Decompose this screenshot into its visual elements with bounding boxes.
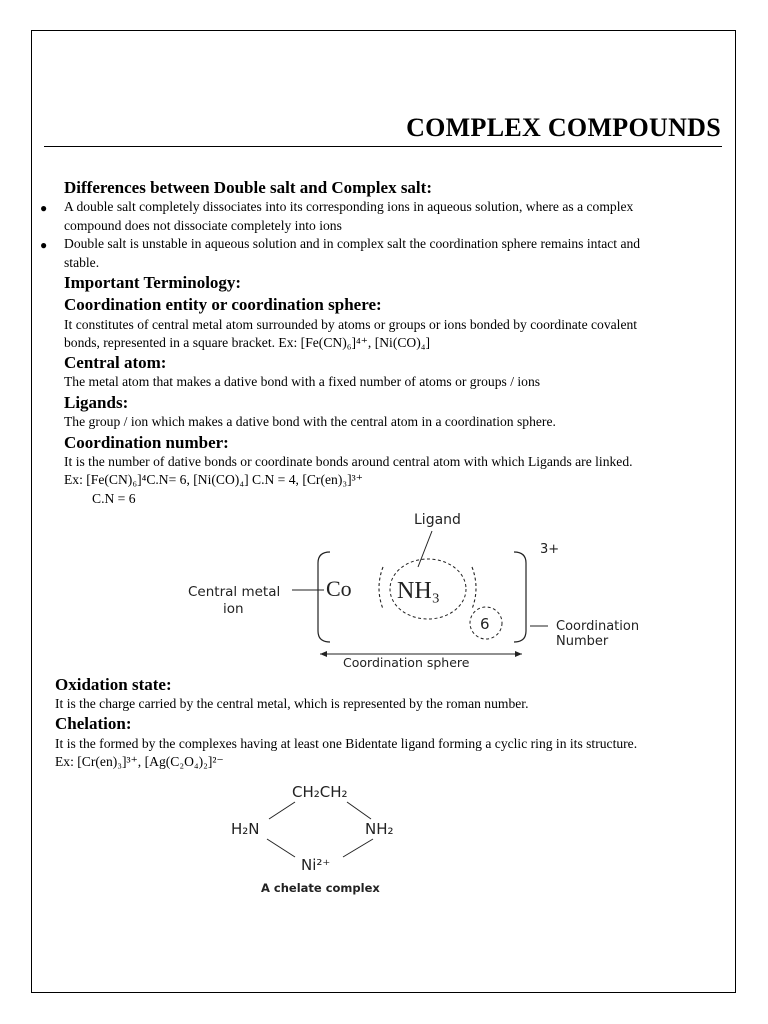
coordination-number-value: 6 (480, 615, 490, 633)
sphere-arrow-left-head (320, 651, 327, 657)
ligands-heading: Ligands: (64, 393, 129, 412)
chelate-caption: A chelate complex (261, 881, 380, 895)
ligand-left-paren (379, 567, 383, 609)
coordination-number-label-line-2: Number (556, 634, 609, 649)
ligands-line-1: The group / ion which makes a dative bond with the central atom in a coordination sphere. (64, 414, 556, 429)
ligand-label: Ligand (414, 512, 461, 528)
oxidation-state-heading: Oxidation state: (55, 675, 172, 694)
bullet-2-line-1: Double salt is unstable in aqueous solution and in complex salt the coordination sphere remains intact and (64, 236, 641, 251)
bond-bottom-left (267, 839, 295, 857)
chelation-heading: Chelation: (55, 714, 132, 733)
chelation-line-2: Ex: [Cr(en)₃]³⁺, [Ag(C₂O₄)₂]²⁻ (55, 754, 224, 769)
coordination-entity-heading: Coordination entity or coordination sphere: (64, 295, 382, 314)
sphere-arrow-right-head (515, 651, 522, 657)
chelate-top-group: CH₂CH₂ (292, 783, 348, 801)
coordination-entity-line-1: It constitutes of central metal atom surrounded by atoms or groups or ions bonded by coordinate covalent (64, 317, 638, 332)
bond-top-right (347, 802, 371, 819)
ligand-right-paren (472, 567, 476, 609)
ligand-pointer (418, 531, 432, 567)
bond-bottom-right (343, 839, 373, 857)
coordination-sphere-label: Coordination sphere (343, 655, 470, 670)
metal-symbol: Co (326, 576, 352, 601)
oxidation-state-line-1: It is the charge carried by the central metal, which is represented by the roman number. (55, 696, 529, 711)
differences-heading: Differences between Double salt and Complex salt: (64, 178, 432, 197)
coordination-number-line-3: C.N = 6 (92, 491, 136, 506)
page-title: COMPLEX COMPOUNDS (406, 113, 721, 142)
chelate-complex-diagram (225, 775, 415, 900)
bullet-1-marker: ● (40, 201, 48, 215)
central-atom-line-1: The metal atom that makes a dative bond with a fixed number of atoms or groups / ions (64, 374, 541, 389)
central-atom-heading: Central atom: (64, 353, 167, 372)
coordination-number-label-line-1: Coordination (556, 619, 640, 634)
chelate-left-group: H₂N (231, 820, 260, 838)
charge-label: 3+ (540, 542, 560, 557)
central-metal-label-line-2: ion (223, 601, 244, 617)
title-underline (44, 146, 722, 147)
complex-structure-diagram (180, 505, 660, 673)
bullet-1-line-2: compound does not dissociate completely into ions (64, 218, 342, 233)
chelation-line-1: It is the formed by the complexes having at least one Bidentate ligand forming a cyclic ring in its structure. (55, 736, 638, 751)
central-metal-label-line-1: Central metal (188, 584, 281, 600)
coordination-entity-line-2: bonds, represented in a square bracket. Ex: [Fe(CN)₆]⁴⁺, [Ni(CO)₄] (64, 335, 431, 350)
ligand-formula: NH₃ (397, 578, 441, 604)
bond-top-left (269, 802, 295, 819)
terminology-heading: Important Terminology: (64, 273, 242, 292)
bullet-2-marker: ● (40, 238, 48, 252)
bullet-2-line-2: stable. (64, 255, 100, 270)
chelate-right-group: NH₂ (365, 820, 394, 838)
coordination-number-line-1: It is the number of dative bonds or coordinate bonds around central atom with which Ligands are linked. (64, 454, 633, 469)
bullet-1-line-1: A double salt completely dissociates into its corresponding ions in aqueous solution, where as a complex (64, 199, 634, 214)
right-bracket (514, 552, 526, 642)
chelate-metal: Ni²⁺ (301, 856, 331, 874)
coordination-number-line-2: Ex: [Fe(CN)₆]⁴C.N= 6, [Ni(CO)₄] C.N = 4, [Cr(en)₃]³⁺ (64, 472, 363, 487)
coordination-number-heading: Coordination number: (64, 433, 229, 452)
